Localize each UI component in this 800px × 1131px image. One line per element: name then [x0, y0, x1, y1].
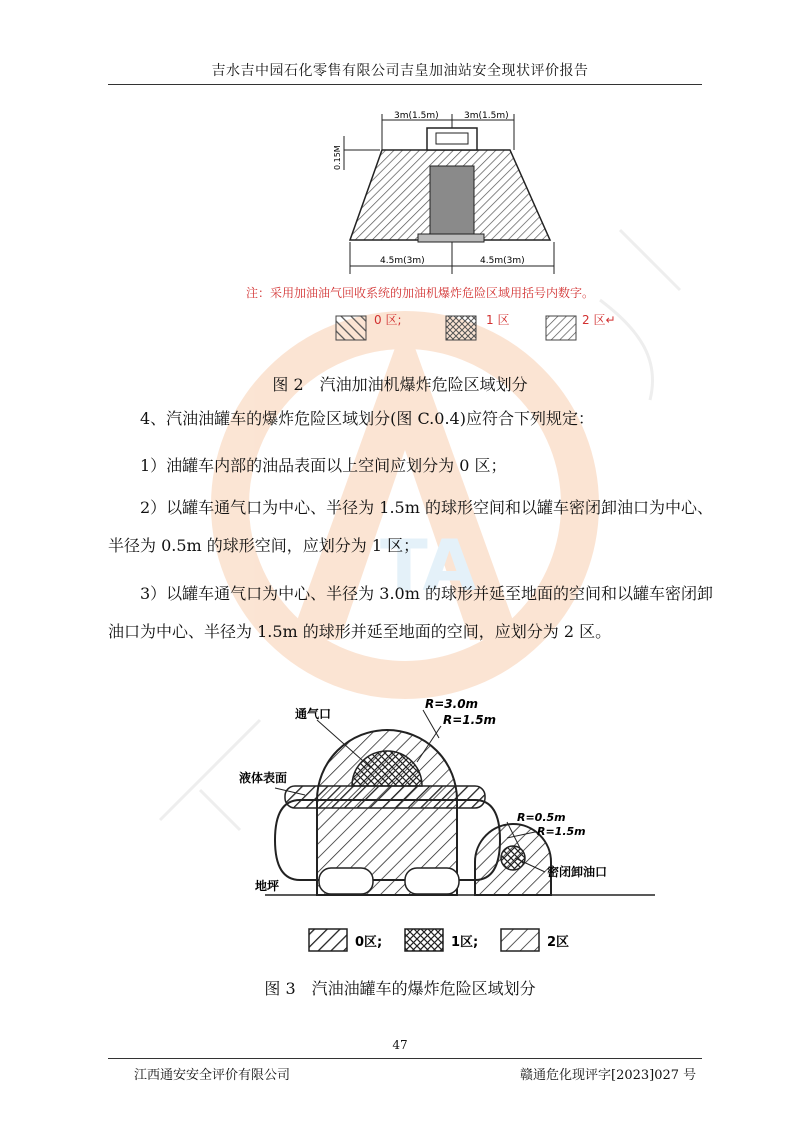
- dim-height: 0.15M: [333, 145, 342, 170]
- dim-top-right: 3m(1.5m): [464, 111, 509, 121]
- label-r-unload-outer: R=1.5m: [537, 825, 586, 838]
- label-liquid-surface: 液体表面: [239, 771, 288, 785]
- label-ground: 地坪: [255, 879, 280, 893]
- legend-zone-0: 0 区;: [374, 313, 402, 327]
- paragraph-rule-1: 1）油罐车内部的油品表面以上空间应划分为 0 区；: [140, 456, 507, 475]
- label-r-vent-inner: R=1.5m: [443, 713, 497, 727]
- label-vent: 通气口: [295, 707, 332, 721]
- paragraph-rule-3: 3）以罐车通气口为中心、半径为 3.0m 的球形并延至地面的空间和以罐车密闭卸油口为中心、半径为 1.5m 的球形并延至地面的空间，应划分为 2 区。: [108, 584, 713, 641]
- legend-zone-2: 2 区↵: [582, 313, 616, 327]
- figure-3-legend: [305, 925, 595, 955]
- figure-2-caption: 图 2 汽油加油机爆炸危险区域划分: [272, 375, 528, 394]
- figure-2-note: 注：采用加油油气回收系统的加油机爆炸危险区域用括号内数字。: [246, 286, 595, 300]
- legend-zone-1: 1 区: [486, 313, 510, 327]
- paragraph-rule-2: 2）以罐车通气口为中心、半径为 1.5m 的球形空间和以罐车密闭卸油口为中心、半径为 0.5m 的球形空间，应划分为 1 区；: [108, 498, 713, 555]
- dim-top-left: 3m(1.5m): [394, 111, 439, 121]
- paragraph-intro: 4、汽油油罐车的爆炸危险区域划分(图 C.0.4)应符合下列规定：: [140, 409, 594, 428]
- footer-company: 江西通安安全评价有限公司: [134, 1068, 291, 1083]
- legend3-zone-2: 2区: [547, 935, 570, 950]
- legend3-zone-1: 1区;: [451, 935, 479, 950]
- figure-2-legend: [330, 306, 630, 346]
- footer-rule: [108, 1058, 702, 1059]
- label-r-unload-inner: R=0.5m: [517, 811, 566, 824]
- label-r-vent-outer: R=3.0m: [425, 697, 479, 711]
- dim-bottom-right: 4.5m(3m): [480, 256, 525, 266]
- svg-text:TA: TA: [380, 525, 477, 607]
- label-unload-port: 密闭卸油口: [547, 865, 608, 879]
- footer-report-number: 赣通危化现评字[2023]027 号: [520, 1068, 697, 1083]
- header-rule: [108, 84, 702, 85]
- figure-3-tank-truck-diagram: [239, 690, 665, 960]
- dim-bottom-left: 4.5m(3m): [380, 256, 425, 266]
- page-header: 吉水吉中园石化零售有限公司吉皇加油站安全现状评价报告: [211, 63, 589, 79]
- legend3-zone-0: 0区;: [355, 935, 383, 950]
- page-number: 47: [392, 1038, 408, 1052]
- figure-3-caption: 图 3 汽油油罐车的爆炸危险区域划分: [264, 979, 536, 998]
